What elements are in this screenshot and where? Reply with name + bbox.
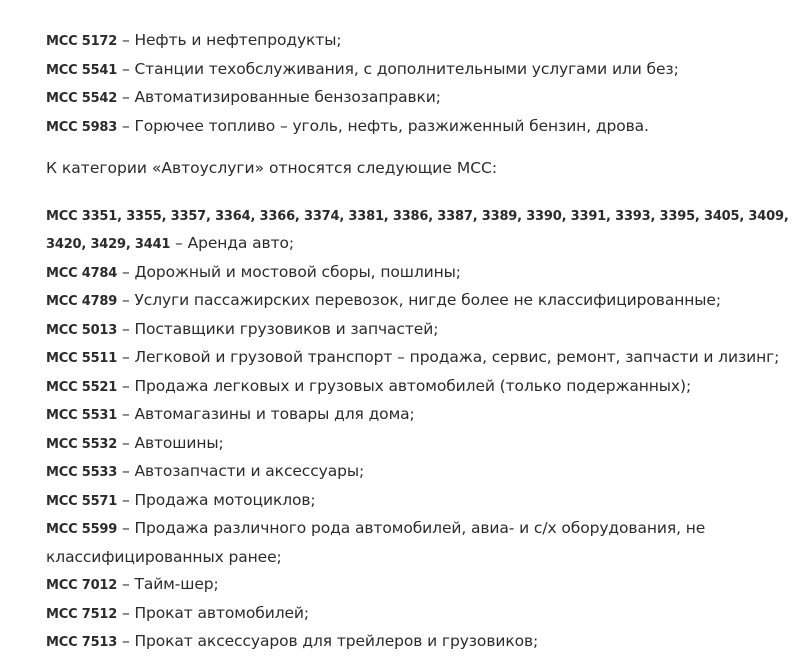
mcc-description: – Станции техобслуживания, с дополнительными услугами или без; xyxy=(117,59,679,78)
spacer xyxy=(46,183,786,202)
mcc-description: – Прокат автомобилей; xyxy=(117,603,310,622)
mcc-code: MCC 4784 xyxy=(46,265,118,281)
mcc-description: – Горючее топливо – уголь, нефть, разжиженный бензин, дрова. xyxy=(117,116,649,135)
mcc-code-list: MCC 3351, 3355, 3357, 3364, 3366, 3374, 3381, 3386, 3387, 3389, 3390, 3391, 3393, 3395, 3405, 3409, xyxy=(46,208,789,224)
mcc-code: MCC 5542 xyxy=(46,91,118,106)
mcc-description: – Аренда авто; xyxy=(170,234,295,252)
list-item xyxy=(46,316,786,345)
mcc-code: MCC 5511 xyxy=(46,351,118,366)
mcc-description: – Автоматизированные бензозаправки; xyxy=(117,88,441,106)
mcc-code: MCC 5541 xyxy=(46,62,118,78)
list-item xyxy=(46,202,789,231)
list-item xyxy=(46,84,786,113)
spacer xyxy=(46,141,786,155)
list-item xyxy=(46,628,786,657)
mcc-description: – Тайм-шер; xyxy=(117,575,219,593)
mcc-code: MCC 5531 xyxy=(46,408,118,423)
list-item xyxy=(46,430,786,459)
list-item xyxy=(46,487,786,516)
mcc-description: – Нефть и нефтепродукты; xyxy=(117,31,342,49)
section-intro: К категории «Автоуслуги» относятся следующие МСС: xyxy=(46,159,498,177)
list-item-continuation xyxy=(46,544,786,572)
list-item xyxy=(46,113,786,142)
mcc-code: MCC 5571 xyxy=(46,493,118,509)
list-item-continuation xyxy=(46,230,786,259)
mcc-description: – Легковой и грузовой транспорт – продажа, сервис, ремонт, запчасти и лизинг; xyxy=(117,348,780,366)
mcc-code: MCC 7513 xyxy=(46,635,118,650)
list-item xyxy=(46,27,786,56)
list-item xyxy=(46,458,786,487)
mcc-code: MCC 4789 xyxy=(46,294,118,309)
list-item xyxy=(46,373,786,402)
mcc-code: MCC 5521 xyxy=(46,379,118,395)
mcc-code: MCC 5533 xyxy=(46,465,118,480)
mcc-description: – Дорожный и мостовой сборы, пошлины; xyxy=(117,262,461,281)
list-item xyxy=(46,600,786,629)
mcc-description: – Автошины; xyxy=(117,433,224,452)
list-item xyxy=(46,259,786,288)
mcc-description: классифицированных ранее; xyxy=(46,547,282,566)
mcc-code: MCC 7012 xyxy=(46,578,118,593)
list-item xyxy=(46,287,786,316)
mcc-code: MCC 5983 xyxy=(46,119,118,135)
list-item xyxy=(46,571,786,600)
mcc-code: MCC 5532 xyxy=(46,436,118,452)
list-item xyxy=(46,344,786,373)
mcc-description: – Поставщики грузовиков и запчастей; xyxy=(117,319,439,338)
mcc-description: – Прокат аксессуаров для трейлеров и грузовиков; xyxy=(117,632,539,650)
list-item xyxy=(46,515,786,544)
mcc-description: – Автозапчасти и аксессуары; xyxy=(117,462,365,480)
mcc-description: – Продажа различного рода автомобилей, авиа- и с/х оборудования, не xyxy=(117,519,706,537)
list-item xyxy=(46,401,786,430)
mcc-description: – Автомагазины и товары для дома; xyxy=(117,405,415,423)
mcc-description: – Услуги пассажирских перевозок, нигде более не классифицированные; xyxy=(117,291,721,309)
mcc-code-list: 3420, 3429, 3441 xyxy=(46,237,171,252)
mcc-code: MCC 5013 xyxy=(46,322,118,338)
mcc-description: – Продажа мотоциклов; xyxy=(117,490,316,509)
document-body xyxy=(46,27,789,657)
mcc-code: MCC 5172 xyxy=(46,34,118,49)
mcc-description: – Продажа легковых и грузовых автомобилей (только подержанных); xyxy=(117,376,692,395)
mcc-code: MCC 7512 xyxy=(46,606,118,622)
list-item xyxy=(46,56,786,85)
mcc-code: MCC 5599 xyxy=(46,522,118,537)
